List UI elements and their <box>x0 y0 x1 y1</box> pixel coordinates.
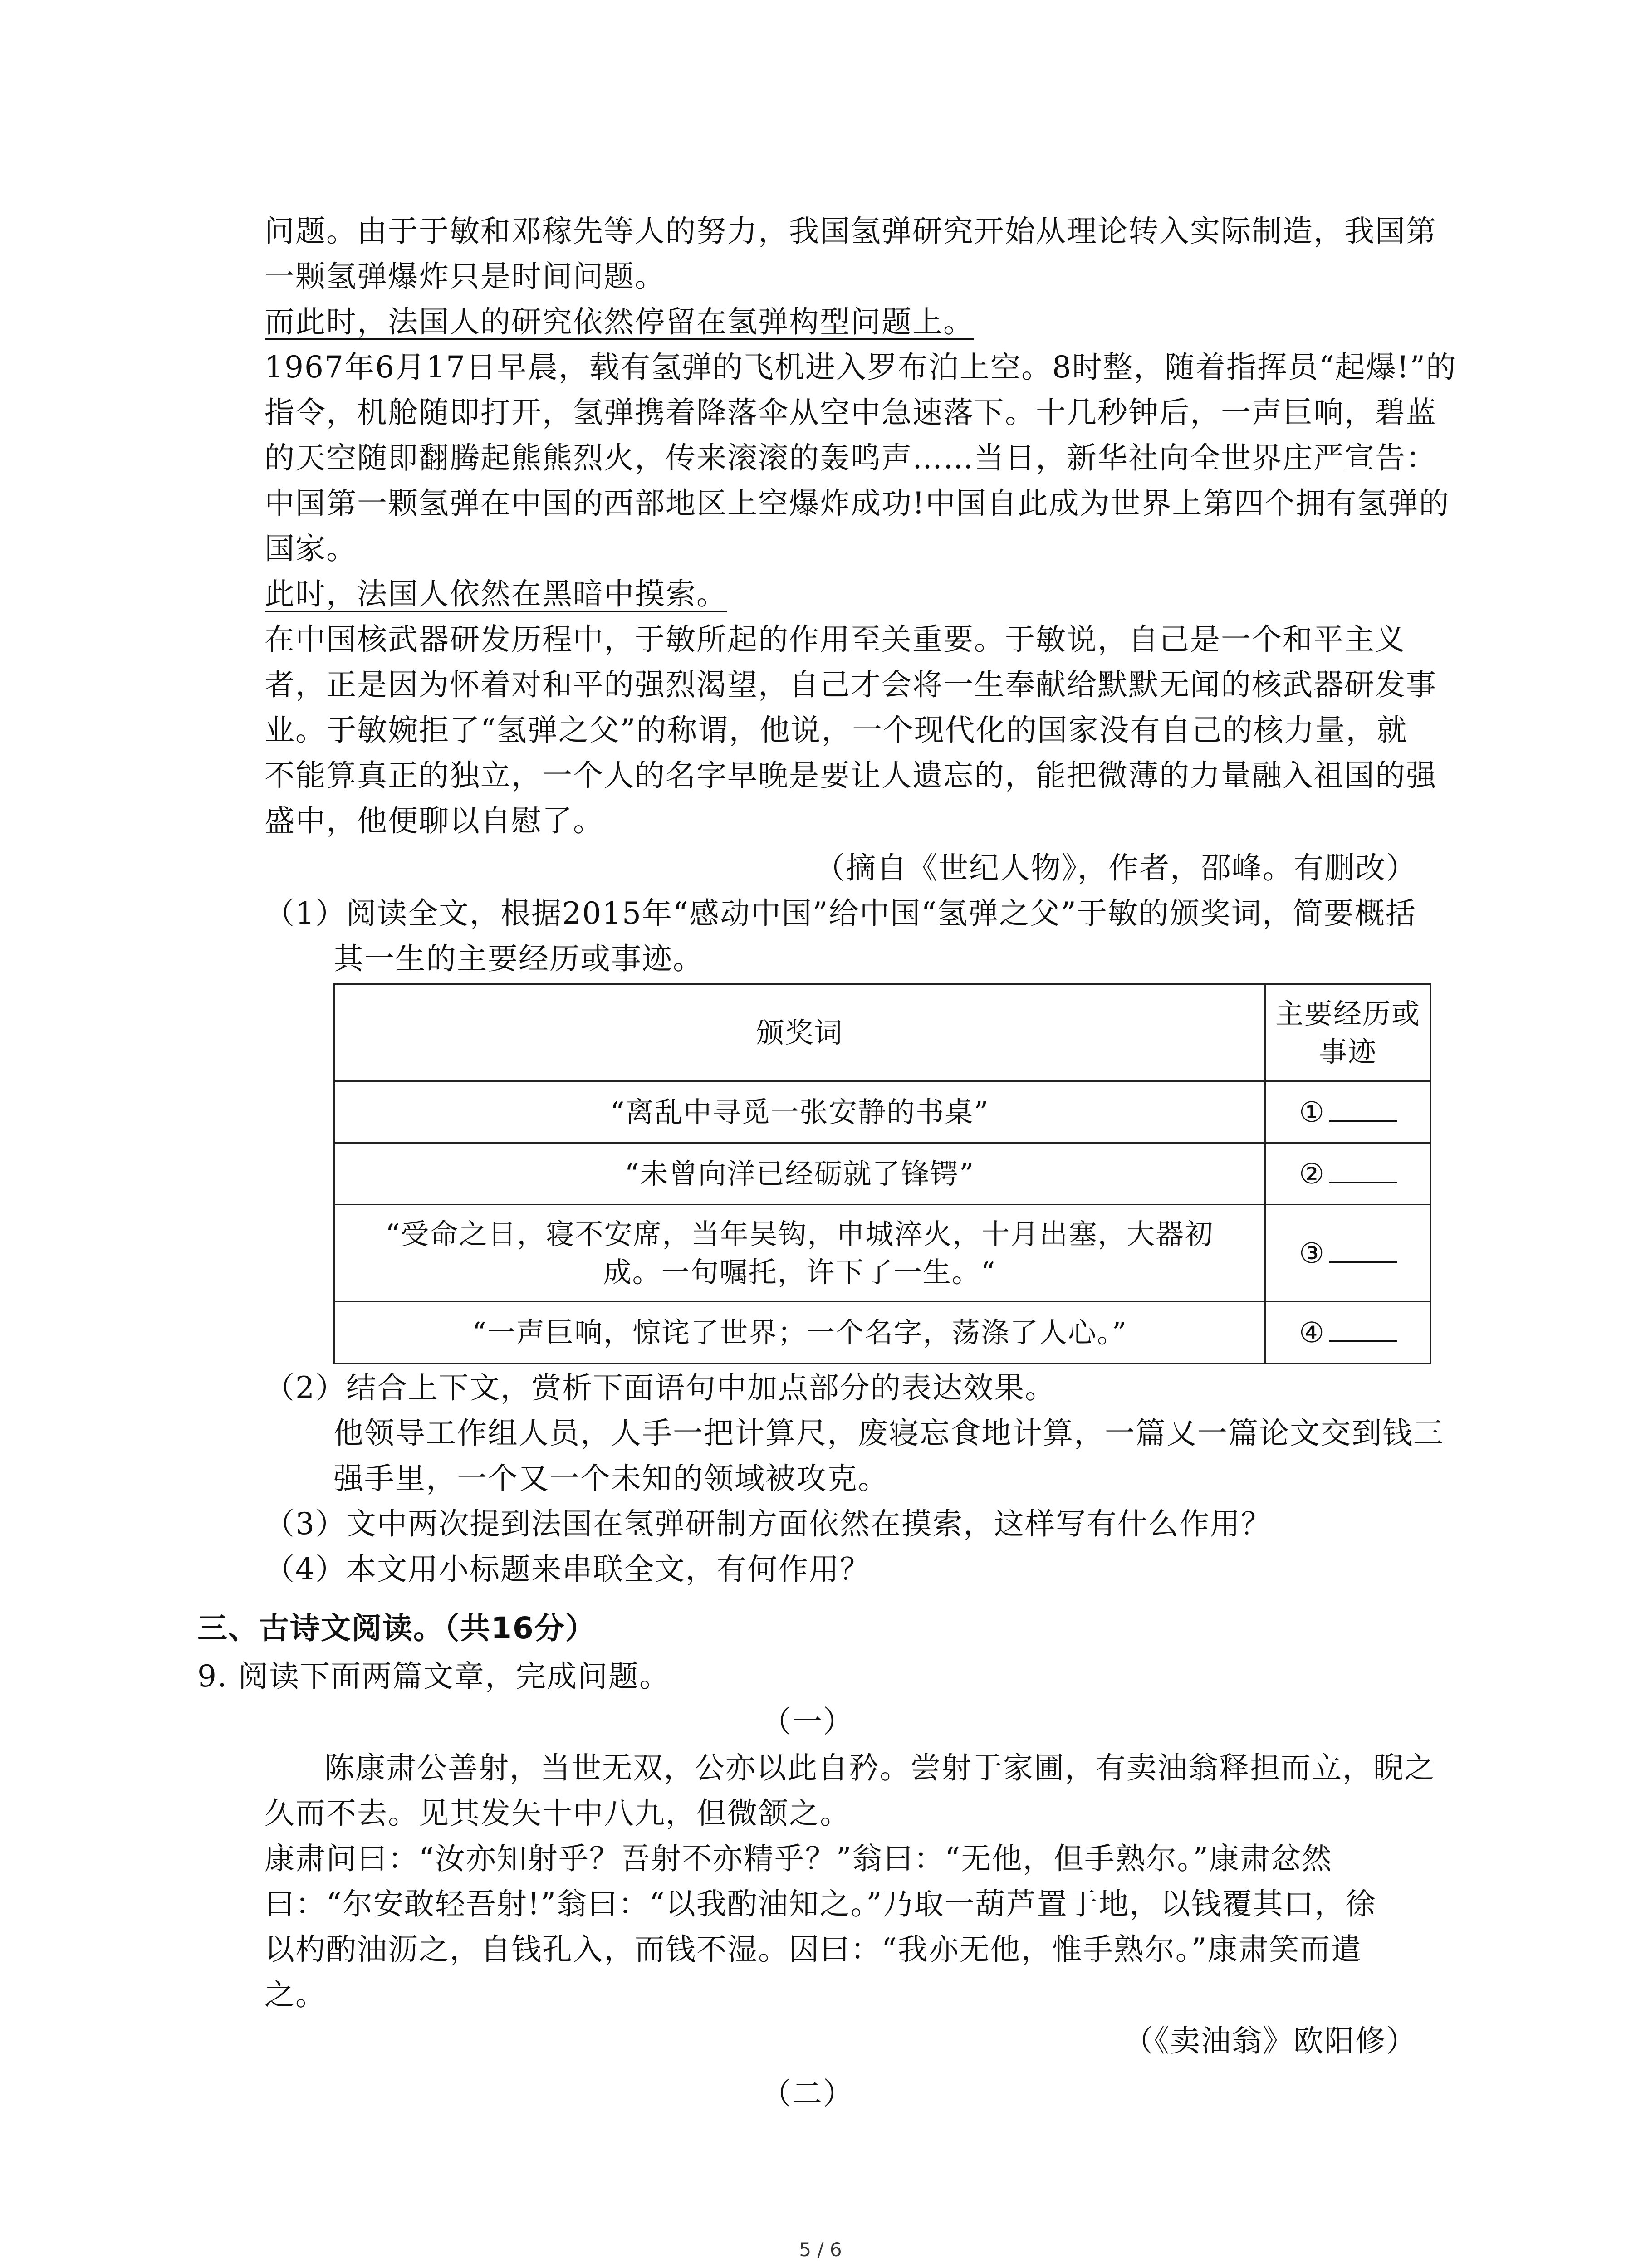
question-3: （3）文中两次提到法国在氢弹研制方面依然在摸索，这样写有什么作用？ <box>265 1506 1272 1541</box>
section-heading: 三、古诗文阅读。（共16分） <box>197 1611 596 1646</box>
passage-line: 国家。 <box>265 531 357 566</box>
table-cell-quote: “一声巨响，惊诧了世界；一个名字，荡涤了人心。” <box>334 1302 1265 1364</box>
passage-line: 者，正是因为怀着对和平的强烈渴望，自己才会将一生奉献给默默无闻的核武器研发事 <box>265 667 1437 702</box>
table-header-left: 颁奖词 <box>334 984 1265 1081</box>
question-2: （2）结合上下文，赏析下面语句中加点部分的表达效果。 <box>265 1370 1056 1405</box>
passage-line-underlined: 而此时，法国人的研究依然停留在氢弹构型问题上。 <box>265 304 974 339</box>
table-cell-answer: ① <box>1265 1081 1431 1143</box>
table-row <box>334 1143 1431 1205</box>
answer-blank[interactable] <box>1329 1236 1397 1263</box>
table-cell-quote: “离乱中寻觅一张安静的书桌” <box>334 1081 1265 1143</box>
table-row <box>334 1081 1431 1143</box>
passage-line: 1967年6月17日早晨，载有氢弹的飞机进入罗布泊上空。8时整，随着指挥员“起爆!”的 <box>265 350 1457 385</box>
table-cell-answer: ② <box>1265 1143 1431 1205</box>
passage-line: 中国第一颗氢弹在中国的西部地区上空爆炸成功!中国自此成为世界上第四个拥有氢弹的 <box>265 486 1450 521</box>
classical-text-line: 陈康肃公善射，当世无双，公亦以此自矜。尝射于家圃，有卖油翁释担而立，睨之 <box>324 1750 1435 1785</box>
table-cell-quote: “受命之日，寝不安席，当年吴钩，申城淬火，十月出塞，大器初 成。一句嘱托，许下了一生。“ <box>334 1205 1265 1302</box>
table-cell-answer: ③ <box>1265 1205 1431 1302</box>
passage-line: 一颗氢弹爆炸只是时间问题。 <box>265 259 666 294</box>
question-1: （1）阅读全文，根据2015年“感动中国”给中国“氢弹之父”于敏的颁奖词，简要概括 <box>265 896 1416 931</box>
award-table <box>333 983 1431 1364</box>
question-9: 9. 阅读下面两篇文章，完成问题。 <box>197 1659 670 1694</box>
answer-blank[interactable] <box>1329 1315 1397 1342</box>
question-1-cont: 其一生的主要经历或事迹。 <box>333 941 704 976</box>
question-2-quote: 他领导工作组人员，人手一把计算尺，废寝忘食地计算，一篇又一篇论文交到钱三 <box>333 1416 1444 1451</box>
classical-source: （《卖油翁》欧阳修） <box>1123 2024 1417 2058</box>
passage-line: 指令，机舱随即打开，氢弹携着降落伞从空中急速落下。十几秒钟后，一声巨响，碧蓝 <box>265 395 1437 430</box>
passage-line: 的天空随即翻腾起熊熊烈火，传来滚滚的轰鸣声……当日，新华社向全世界庄严宣告： <box>265 440 1437 475</box>
passage-source: （摘自《世纪人物》，作者，邵峰。有删改） <box>815 850 1417 885</box>
classical-text-line: 康肃问曰：“汝亦知射乎？吾射不亦精乎？”翁曰：“无他，但手熟尔。”康肃忿然 <box>265 1841 1332 1876</box>
passage-line: 业。于敏婉拒了“氢弹之父”的称谓，他说，一个现代化的国家没有自己的核力量，就 <box>265 713 1408 748</box>
table-row <box>334 1302 1431 1364</box>
question-2-quote: 强手里，一个又一个未知的领域被攻克。 <box>333 1461 889 1496</box>
passage-line-underlined: 此时，法国人依然在黑暗中摸索。 <box>265 577 727 611</box>
passage-line: 在中国核武器研发历程中，于敏所起的作用至关重要。于敏说，自己是一个和平主义 <box>265 622 1406 657</box>
passage-line: 问题。由于于敏和邓稼先等人的努力，我国氢弹研究开始从理论转入实际制造，我国第 <box>265 214 1437 249</box>
table-cell-quote: “未曾向洋已经砺就了锋锷” <box>334 1143 1265 1205</box>
part-title: （一） <box>761 1704 854 1739</box>
passage-line: 不能算真正的独立，一个人的名字早晚是要让人遗忘的，能把微薄的力量融入祖国的强 <box>265 758 1437 793</box>
answer-blank[interactable] <box>1329 1095 1397 1122</box>
part-title: （二） <box>761 2076 854 2111</box>
question-4: （4）本文用小标题来串联全文，有何作用？ <box>265 1552 871 1587</box>
classical-text-line: 之。 <box>265 1977 326 2012</box>
classical-text-line: 曰：“尔安敢轻吾射!”翁曰：“以我酌油知之。”乃取一葫芦置于地，以钱覆其口，徐 <box>265 1887 1376 1921</box>
answer-blank[interactable] <box>1329 1156 1397 1183</box>
table-header-row <box>334 984 1431 1081</box>
table-row <box>334 1205 1431 1302</box>
table-cell-answer: ④ <box>1265 1302 1431 1364</box>
passage-line: 盛中，他便聊以自慰了。 <box>265 803 604 838</box>
classical-text-line: 以杓酌油沥之，自钱孔入，而钱不湿。因曰：“我亦无他，惟手熟尔。”康肃笑而遣 <box>265 1932 1362 1967</box>
table-header-right: 主要经历或 事迹 <box>1265 984 1431 1081</box>
page-number: 5 / 6 <box>799 2239 842 2261</box>
classical-text-line: 久而不去。见其发矢十中八九，但微颔之。 <box>265 1796 851 1831</box>
